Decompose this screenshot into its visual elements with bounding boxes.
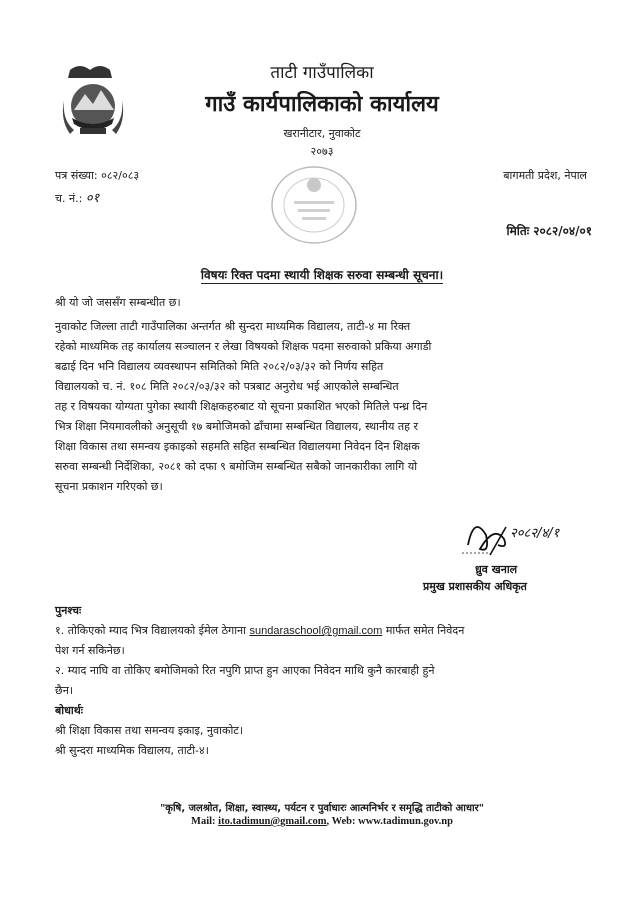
postscript-label: पुनश्चः	[55, 604, 82, 617]
body-line: विद्यालयको च. नं. १०८ मिति २०८२/०३/३२ को पत्रबाट अनुरोध भई आएकोले सम्बन्धित	[55, 380, 399, 393]
cc-line-2: श्री सुन्दरा माध्यमिक विद्यालय, ताटी-४।	[55, 744, 209, 757]
header-address: खरानीटार, नुवाकोट	[283, 127, 361, 140]
letter-subject	[0, 266, 644, 283]
body-line: बढाई दिन भनि विद्यालय व्यवस्थापन समितिको मिति २०८२/०३/३२ को निर्णय सहित	[55, 360, 384, 373]
subject-text: विषयः रिक्त पदमा स्थायी शिक्षक सरुवा सम्बन्धी सूचना।	[200, 268, 444, 282]
postscript-item-1-text-a: १. तोकिएको म्याद भित्र विद्यालयको ईमेल ठेगाना	[55, 624, 246, 637]
postscript-item-1-cont: पेश गर्न सकिनेछ।	[55, 644, 125, 657]
letter-date: मितिः २०८२/०४/०१	[506, 224, 592, 238]
cc-label: बोधार्थः	[55, 704, 83, 717]
office-stamp	[268, 163, 360, 247]
body-line: तह र विषयका योग्यता पुगेका स्थायी शिक्षकहरुबाट यो सूचना प्रकाशित भएको मितिले पन्ध्र दिन	[55, 400, 428, 413]
postscript-item-1	[55, 621, 587, 641]
dispatch-number-value: ०१	[85, 191, 100, 206]
header-municipality-name: ताटी गाउँपालिका	[270, 63, 374, 83]
postscript-item-2-cont: छैन।	[55, 684, 73, 697]
footer-motto: "कृषि, जलश्रोत, शिक्षा, स्वास्थ्य, पर्यटन र पुर्वाधारः आत्मनिर्भर र समृद्धि ताटीको आधार"	[160, 803, 484, 814]
salutation: श्री यो जो जससँग सम्बन्धीत छ।	[55, 296, 181, 309]
footer-contact	[0, 816, 644, 827]
postscript-item-2: २. म्याद नाघि वा तोकिए बमोजिमको रित नपुगि प्राप्त हुन आएका निवेदन माथि कुनै कारबाही हुने	[55, 664, 435, 677]
body-line: नुवाकोट जिल्ला ताटी गाउँपालिका अन्तर्गत श्री सुन्दरा माध्यमिक विद्यालय, ताटी-४ मा रिक्त	[55, 320, 411, 333]
header-year: २०७३	[310, 145, 334, 158]
signatory-name: ध्रुव खनाल	[475, 563, 518, 576]
mail-label: Mail:	[191, 816, 216, 827]
postscript-item-1-text-b: मार्फत समेत निवेदन	[385, 624, 465, 637]
handwritten-signature	[460, 505, 580, 565]
signature-date: २०८२/४/१	[510, 526, 560, 541]
body-line: सरुवा सम्बन्धी निर्देशिका, २०८१ को दफा ९ बमोजिम सम्बन्धित सबैको जानकारीका लागि यो	[55, 460, 418, 473]
letter-number: पत्र संख्या: ०८२/०८३	[55, 169, 140, 182]
postscript	[55, 601, 587, 761]
province-label: बागमती प्रदेश, नेपाल	[503, 169, 587, 182]
header-office-name: गाउँ कार्यपालिकाको कार्यालय	[205, 92, 439, 117]
body-line: शिक्षा विकास तथा समन्वय इकाइको सहमति सहित सम्बन्धित विद्यालयमा निवेदन दिन शिक्षक	[55, 440, 420, 453]
body-line: सूचना प्रकाशन गरिएको छ।	[55, 480, 163, 493]
office-email-link[interactable]: ito.tadimun@gmail.com	[218, 816, 327, 827]
website-link[interactable]: www.tadimun.gov.np	[358, 816, 453, 827]
dispatch-number	[55, 188, 99, 206]
signatory-title: प्रमुख प्रशासकीय अधिकृत	[423, 580, 527, 593]
cc-line-1: श्री शिक्षा विकास तथा समन्वय इकाइ, नुवाकोट।	[55, 724, 244, 737]
web-label: , Web:	[326, 816, 356, 827]
school-email-link[interactable]: sundaraschool@gmail.com	[249, 625, 383, 637]
letter-body	[55, 317, 587, 497]
dispatch-number-label: च. नं.:	[55, 192, 83, 205]
body-line: रहेको माध्यमिक तह कार्यालय सञ्चालन र लेखा विषयको शिक्षक पदमा सरुवाको प्रकिया अगाडी	[55, 340, 432, 353]
body-line: भित्र शिक्षा नियमावलीको अनुसूची १७ बमोजिमको ढाँचामा सम्बन्धित विद्यालय, स्थानीय तह र	[55, 420, 418, 433]
